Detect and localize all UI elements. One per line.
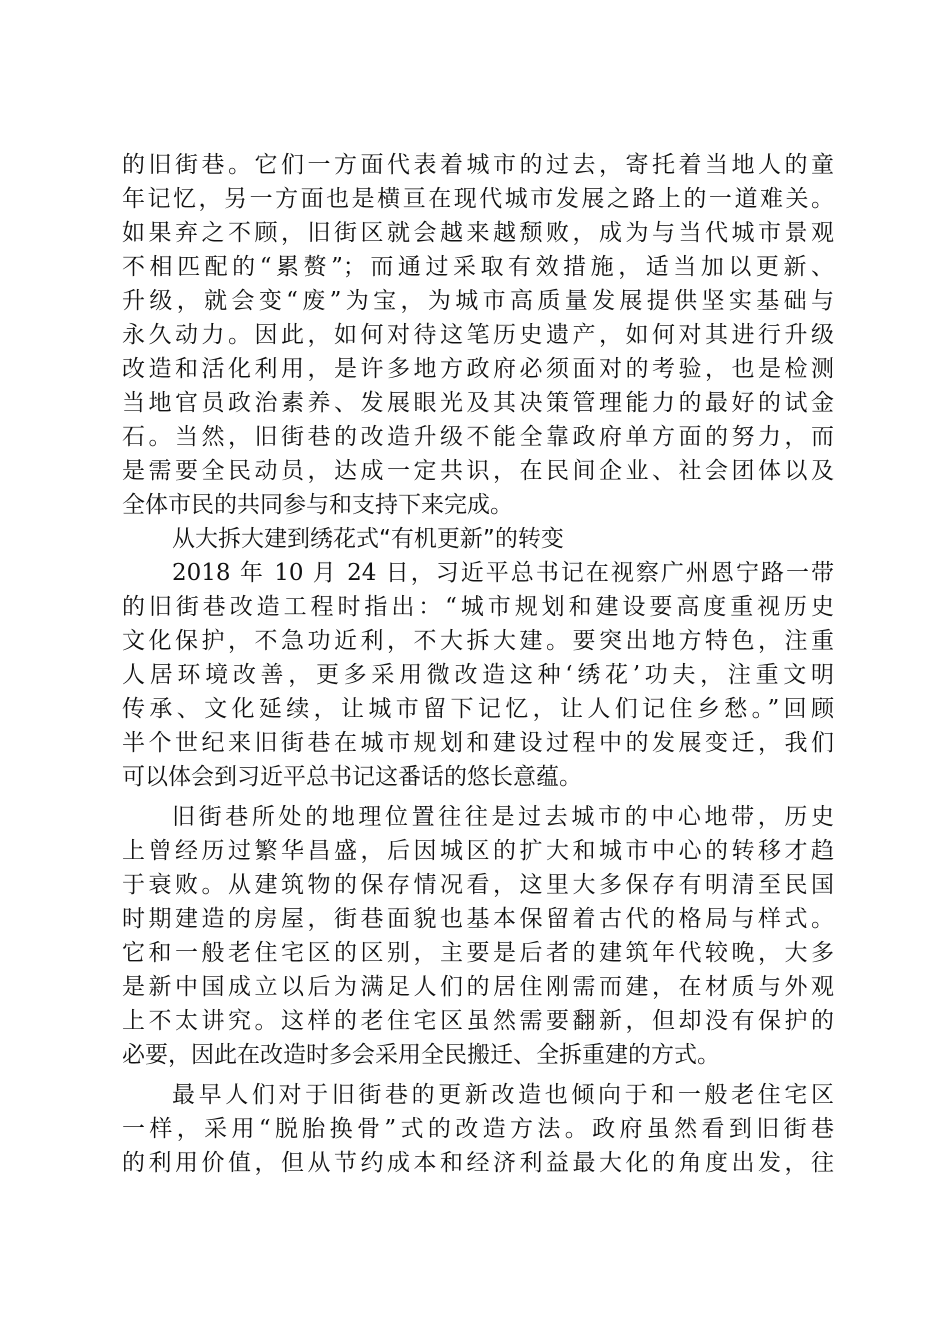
text-line: 改造和活化利用，是许多地方政府必须面对的考验，也是检测: [122, 356, 834, 382]
text-line: 是新中国成立以后为满足人们的居住刚需而建，在材质与外观: [122, 974, 834, 1000]
text-line: 文化保护，不急功近利，不大拆大建。要突出地方特色，注重: [122, 628, 834, 654]
text-line: 是需要全民动员，达成一定共识，在民间企业、社会团体以及: [122, 458, 834, 484]
text-line: 于衰败。从建筑物的保存情况看，这里大多保存有明清至民国: [122, 872, 834, 898]
section-heading: 从大拆大建到绣花式“有机更新”的转变: [172, 526, 564, 552]
text-line: 的利用价值，但从节约成本和经济利益最大化的角度出发，往: [122, 1150, 834, 1176]
text-line: 半个世纪来旧街巷在城市规划和建设过程中的发展变迁，我们: [122, 730, 834, 756]
text-line: 不相匹配的“累赘”；而通过采取有效措施，适当加以更新、: [122, 254, 834, 280]
text-line: 最早人们对于旧街巷的更新改造也倾向于和一般老住宅区: [172, 1082, 834, 1108]
text-line: 的旧街巷。它们一方面代表着城市的过去，寄托着当地人的童: [122, 152, 834, 178]
text-line: 全体市民的共同参与和支持下来完成。: [122, 492, 513, 518]
text-line: 旧街巷所处的地理位置往往是过去城市的中心地带，历史: [172, 804, 834, 830]
paragraph-1: [122, 148, 834, 522]
text-line: 人居环境改善，更多采用微改造这种‘绣花’功夫，注重文明: [122, 662, 834, 688]
text-line: 的旧街巷改造工程时指出：“城市规划和建设要高度重视历史: [122, 594, 834, 620]
text-line: 石。当然，旧街巷的改造升级不能全靠政府单方面的努力，而: [122, 424, 834, 450]
text-line: 上曾经历过繁华昌盛，后因城区的扩大和城市中心的转移才趋: [122, 838, 834, 864]
text-line: 必要，因此在改造时多会采用全民搬迁、全拆重建的方式。: [122, 1042, 720, 1068]
text-line: 升级，就会变“废”为宝，为城市高质量发展提供坚实基础与: [122, 288, 834, 314]
text-line: 年记忆，另一方面也是横亘在现代城市发展之路上的一道难关。: [122, 186, 834, 212]
text-line: 上不太讲究。这样的老住宅区虽然需要翻新，但却没有保护的: [122, 1008, 834, 1034]
text-line: 传承、文化延续，让城市留下记忆，让人们记住乡愁。”回顾: [122, 696, 834, 722]
text-line: 一样，采用“脱胎换骨”式的改造方法。政府虽然看到旧街巷: [122, 1116, 834, 1142]
text-line: 2018 年 10 月 24 日，习近平总书记在视察广州恩宁路一带: [172, 560, 834, 586]
text-line: 如果弃之不顾，旧街区就会越来越颓败，成为与当代城市景观: [122, 220, 834, 246]
document-body: [122, 148, 834, 1180]
text-line: 它和一般老住宅区的区别，主要是后者的建筑年代较晚，大多: [122, 940, 834, 966]
text-line: 时期建造的房屋，街巷面貌也基本保留着古代的格局与样式。: [122, 906, 834, 932]
paragraph-3: [122, 800, 834, 1072]
text-line: 可以体会到习近平总书记这番话的悠长意蕴。: [122, 764, 582, 790]
paragraph-4: [122, 1078, 834, 1180]
paragraph-2: [122, 556, 834, 794]
text-line: 永久动力。因此，如何对待这笔历史遗产，如何对其进行升级: [122, 322, 834, 348]
text-line: 当地官员政治素养、发展眼光及其决策管理能力的最好的试金: [122, 390, 834, 416]
